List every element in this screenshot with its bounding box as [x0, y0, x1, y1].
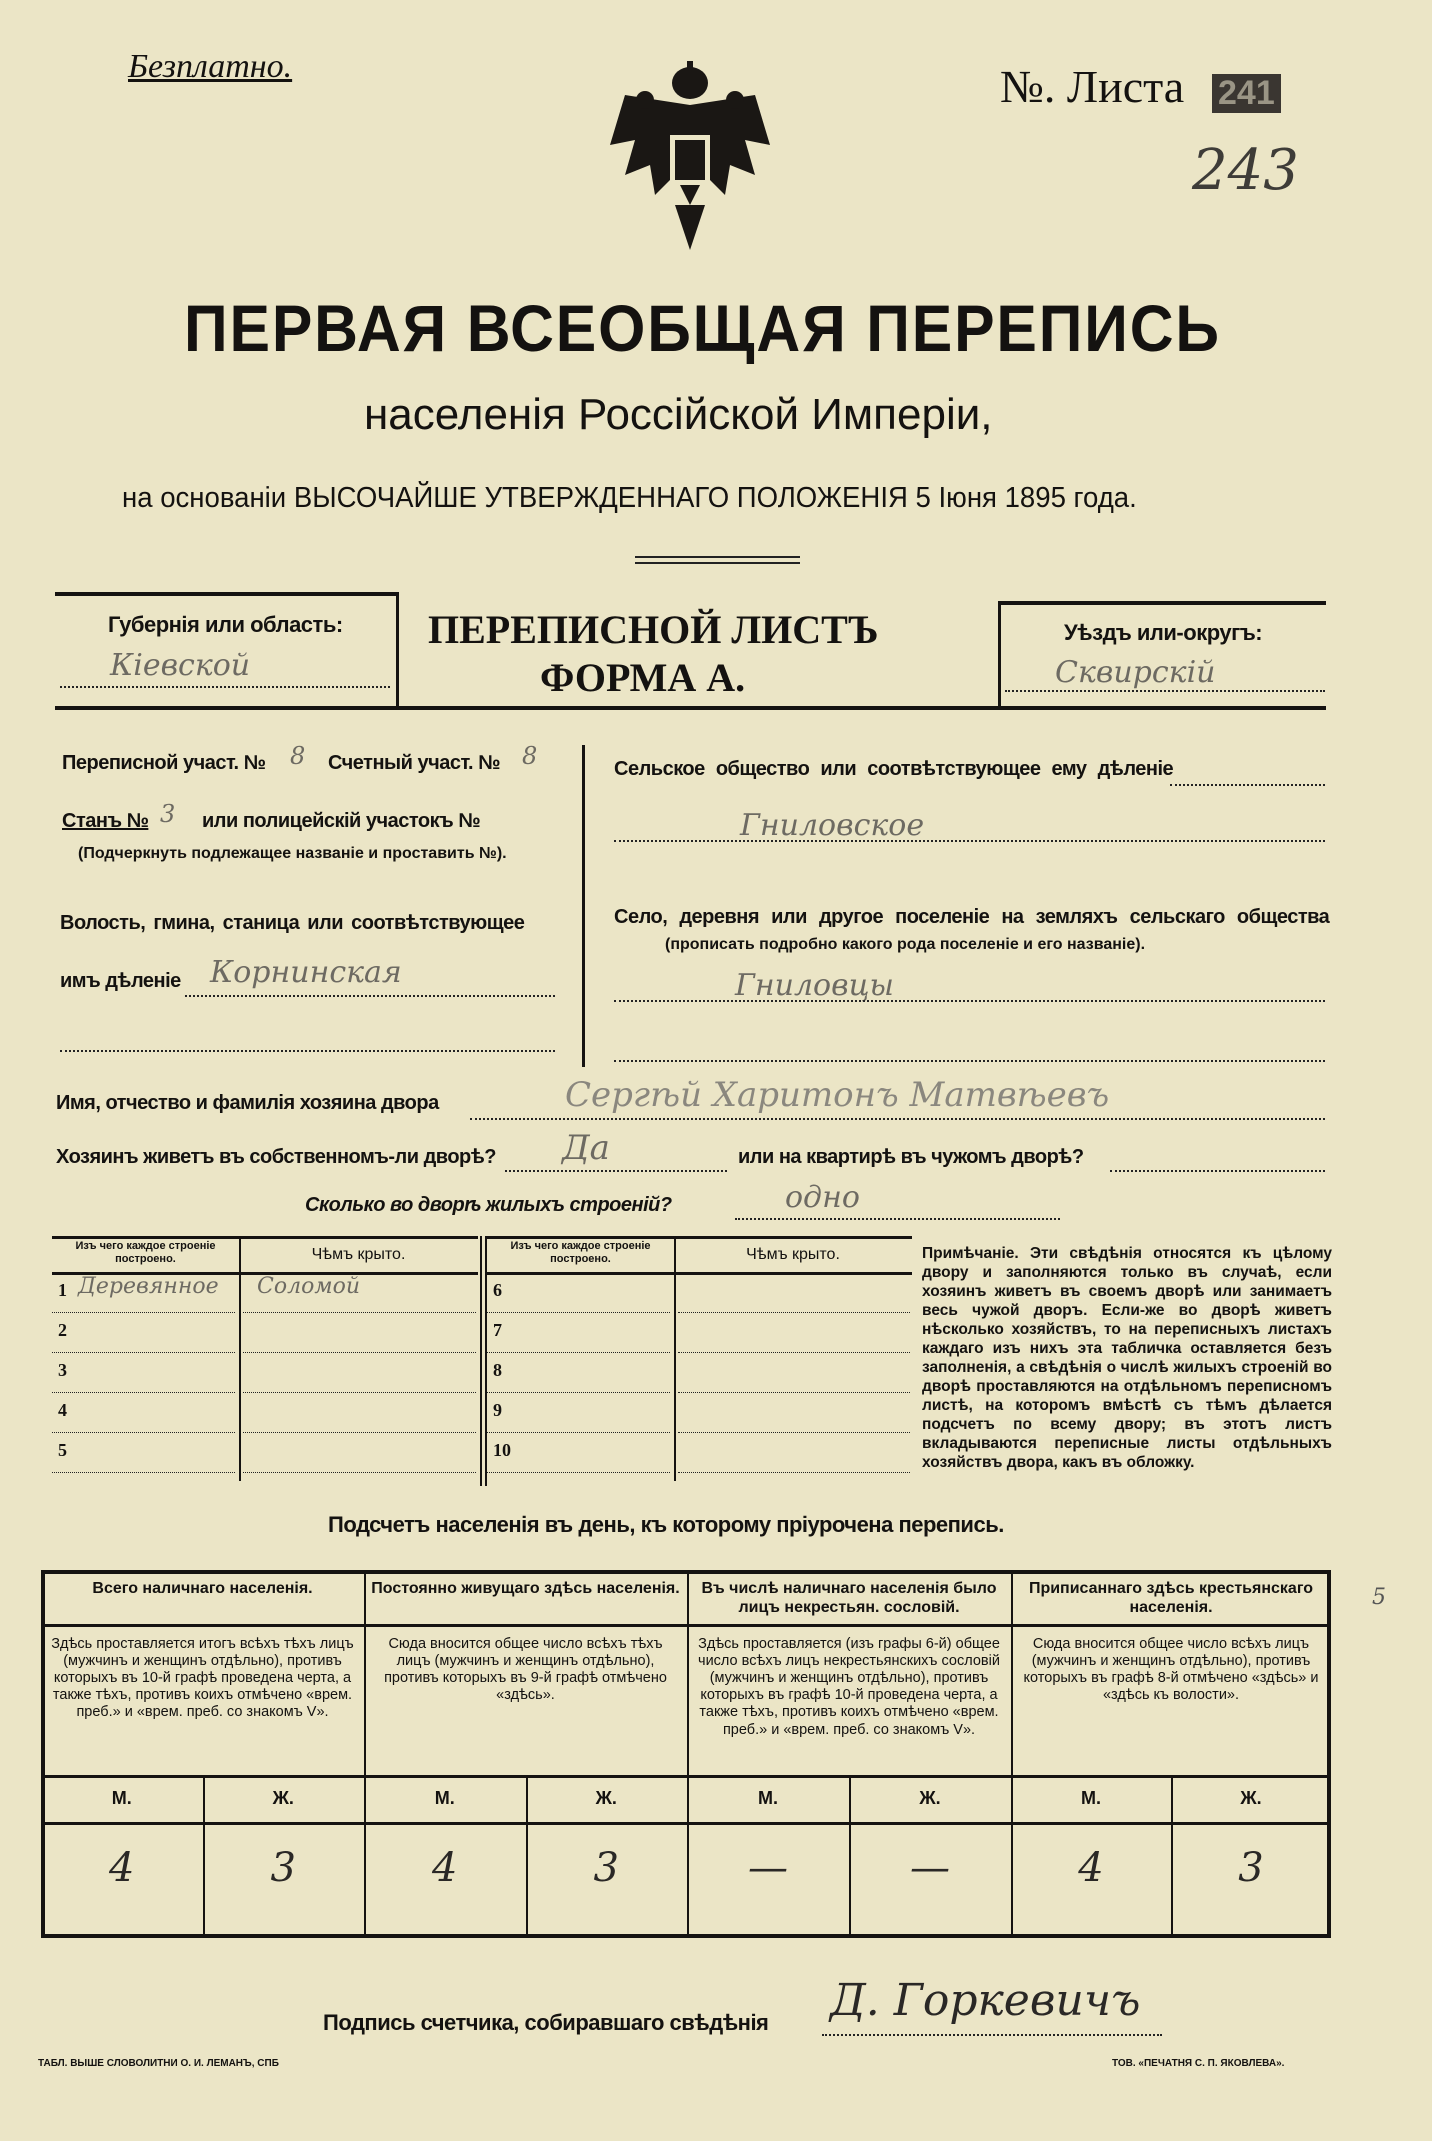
male-count[interactable]: 4 [432, 1845, 458, 1891]
female-label: Ж. [919, 1788, 941, 1808]
row-number: 8 [493, 1360, 502, 1380]
male-count[interactable]: — [748, 1845, 788, 1891]
row-number: 1 [58, 1280, 67, 1300]
column-description: Сюда вносится общее число всѣхъ тѣхъ лицъ (мужчинъ и женщинъ отдѣльно), противъ которыхъ въ 9-й графѣ отмѣчено «здѣсь». [384, 1636, 667, 1704]
signature-value: Д. Горкевичъ [830, 1975, 1141, 2026]
buildings-value[interactable]: одно [785, 1180, 860, 1215]
gubernia-label: Губернія или область: [108, 612, 343, 637]
gubernia-line [60, 686, 390, 688]
stan-value[interactable]: 3 [160, 800, 176, 828]
row-line [678, 1432, 910, 1433]
volost-line-2 [60, 1050, 555, 1052]
rule [487, 1272, 912, 1275]
female-count[interactable]: 3 [1238, 1845, 1264, 1891]
volost-label-2: имъ дѣленіе [60, 970, 181, 992]
double-rule [480, 1236, 482, 1486]
row-line [487, 1352, 670, 1353]
column-title: Въ числѣ наличнаго населенія было лицъ некрестьян. сословій. [701, 1580, 997, 1616]
female-label: Ж. [595, 1788, 617, 1808]
row-line [487, 1432, 670, 1433]
owner-name-label: Имя, отчество и фамилія хозяина двора [56, 1092, 439, 1114]
volost-value[interactable]: Корнинская [210, 955, 402, 990]
row-number: 4 [58, 1400, 67, 1420]
owner-name-value[interactable]: Сергѣй Харитонъ Матвѣевъ [565, 1075, 1110, 1115]
ornament-divider [635, 556, 800, 564]
male-label: М. [1081, 1788, 1101, 1808]
census-district-value[interactable]: 8 [290, 742, 306, 770]
volost-line [185, 995, 555, 997]
row-line [52, 1472, 235, 1473]
note-text: Примѣчаніе. Эти свѣдѣнія относятся къ цѣлому двору и заполняются только въ случаѣ, если хозяинъ живетъ въ своемъ дворѣ или занимаетъ весь чужой дворъ. Если-же во дворѣ живетъ нѣсколько хозяйствъ, то на переписныхъ листахъ каждаго изъ нихъ эта табличка оставляется безъ заполненія, а свѣдѣнія о числѣ жилыхъ строеній во дворѣ проставляются на отдѣльномъ переписномъ листѣ, на которомъ вмѣстѣ съ тѣмъ дѣлается подсчетъ по всему двору; въ этотъ листъ вкладываются переписные листы отдѣльныхъ хозяйствъ двора, какъ въ обложку. [922, 1245, 1332, 1471]
volost-label: Волость, гмина, станица или соотвѣтствующее [60, 912, 525, 934]
row-line [678, 1472, 910, 1473]
row-line [678, 1392, 910, 1393]
row-number: 6 [493, 1280, 502, 1300]
buildings-line [735, 1218, 1060, 1220]
female-count[interactable]: 3 [593, 1845, 619, 1891]
village-label: Село, деревня или другое поселеніе на земляхъ сельскаго общества [614, 906, 1330, 928]
village-note: (прописать подробно какого рода поселеніе и его названіе). [665, 936, 1146, 953]
rule [674, 1236, 676, 1481]
column-title: Приписаннаго здѣсь крестьянскаго населенія. [1028, 1580, 1314, 1616]
male-count[interactable]: 4 [109, 1845, 135, 1891]
row-line [243, 1392, 476, 1393]
male-label: М. [111, 1788, 132, 1808]
column-title: Постоянно живущаго здѣсь населенія. [371, 1580, 680, 1597]
row-line [52, 1352, 235, 1353]
female-label: Ж. [272, 1788, 294, 1808]
row-line [487, 1472, 670, 1473]
margin-mark: 5 [1372, 1585, 1386, 1610]
form-title: ПЕРЕПИСНОЙ ЛИСТЪ [428, 607, 879, 652]
row-number: 5 [58, 1440, 67, 1460]
legal-basis: на основаніи ВЫСОЧАЙШЕ УТВЕРЖДЕННАГО ПОЛОЖЕНІЯ 5 Іюня 1895 года. [122, 482, 1137, 514]
roof-value[interactable]: Соломой [257, 1274, 360, 1299]
sheet-number-label: №. Листа [1000, 61, 1185, 112]
page-subtitle: населенія Россійской Имперіи, [364, 390, 993, 439]
footer-left: ТАБЛ. ВЫШЕ СЛОВОЛИТНИ О. И. ЛЕМАНЪ, СПБ [38, 2058, 279, 2069]
form-subtitle: ФОРМА А. [540, 655, 746, 700]
rented-label: или на квартирѣ въ чужомъ дворѣ? [738, 1146, 1084, 1168]
col-material-header: Изъ чего каждое строеніе построено. [510, 1240, 651, 1265]
rule [52, 1236, 478, 1239]
sheet-number-handwritten: 243 [1192, 138, 1299, 203]
rule [55, 706, 1326, 710]
row-line [243, 1472, 476, 1473]
rule [239, 1236, 241, 1481]
male-label: М. [434, 1788, 455, 1808]
count-district-label: Счетный участ. № [328, 752, 500, 774]
rule [41, 1624, 1331, 1627]
census-district-label: Переписной участ. № [62, 752, 266, 774]
col-roof-header: Чѣмъ крыто. [311, 1246, 406, 1263]
stan-label: Станъ № [62, 810, 149, 832]
material-value[interactable]: Деревянное [78, 1274, 219, 1299]
row-line [487, 1392, 670, 1393]
row-line [678, 1312, 910, 1313]
uezd-label: Уѣздъ или-округъ: [1064, 620, 1263, 645]
row-line [52, 1312, 235, 1313]
row-number: 10 [493, 1440, 511, 1460]
row-line [243, 1352, 476, 1353]
female-count[interactable]: 3 [270, 1845, 296, 1891]
signature-line [822, 2034, 1162, 2036]
imperial-eagle-emblem [605, 55, 775, 255]
female-label: Ж. [1240, 1788, 1262, 1808]
row-line [243, 1312, 476, 1313]
row-line [52, 1432, 235, 1433]
row-line [243, 1432, 476, 1433]
society-label: Сельское общество или соотвѣтствующее ему дѣленіе [614, 758, 1174, 780]
row-number: 7 [493, 1320, 502, 1340]
col-roof-header: Чѣмъ крыто. [746, 1246, 840, 1263]
buildings-label: Сколько во дворѣ жилыхъ строеній? [305, 1194, 672, 1216]
row-line [487, 1312, 670, 1313]
male-count[interactable]: 4 [1078, 1845, 1104, 1891]
society-line [1170, 784, 1325, 786]
rented-line [1110, 1170, 1325, 1172]
female-count[interactable]: — [910, 1845, 950, 1891]
column-description: Сюда вносится общее число всѣхъ лицъ (мужчинъ и женщинъ отдѣльно), противъ которыхъ въ графѣ 8-й отмѣчено «здѣсь» и «здѣсь къ волости». [1023, 1636, 1319, 1704]
gubernia-value[interactable]: Кіевской [110, 648, 251, 683]
rule [55, 592, 398, 596]
rule [1000, 601, 1326, 605]
row-line [678, 1352, 910, 1353]
village-value[interactable]: Гниловцы [735, 968, 894, 1003]
column-description: Здѣсь проставляется (изъ графы 6-й) общее число всѣхъ лицъ некрестьянскихъ сословій (мужчинъ и женщинъ отдѣльно), противъ которыхъ въ графѣ 10-й проведена черта, а также тѣхъ, противъ коихъ отмѣчено «врем. преб.» и «врем. преб. со знакомъ V». [698, 1636, 1000, 1738]
row-line [52, 1392, 235, 1393]
signature-label: Подпись счетчика, собиравшаго свѣдѣнія [323, 2010, 769, 2035]
free-label: Безплатно. [128, 48, 293, 85]
count-title: Подсчетъ населенія въ день, къ которому пріурочена перепись. [328, 1512, 1004, 1537]
police-label: или полицейскій участокъ № [202, 810, 481, 832]
sheet-number-value: 241 [1212, 74, 1281, 113]
rule [396, 592, 399, 710]
column-description: Здѣсь проставляется итогъ всѣхъ тѣхъ лицъ (мужчинъ и женщинъ отдѣльно), противъ которыхъ въ 10-й графѣ проведена черта, а также тѣхъ, противъ коихъ отмѣчено «врем. преб.» и «врем. преб. со знакомъ V». [51, 1636, 354, 1721]
society-value[interactable]: Гниловское [740, 808, 925, 843]
village-line [614, 1000, 1325, 1002]
own-yard-value[interactable]: Да [562, 1128, 610, 1168]
page-title: ПЕРВАЯ ВСЕОБЩАЯ ПЕРЕПИСЬ [184, 291, 1221, 365]
column-title: Всего наличнаго населенія. [92, 1580, 313, 1597]
row-number: 2 [58, 1320, 67, 1340]
owner-name-line [470, 1118, 1325, 1120]
male-label: М. [758, 1788, 778, 1808]
count-district-value[interactable]: 8 [522, 742, 538, 770]
double-rule [485, 1236, 487, 1486]
row-number: 3 [58, 1360, 67, 1380]
footer-right: ТОВ. «ПЕЧАТНЯ С. П. ЯКОВЛЕВА». [1112, 2058, 1285, 2069]
own-yard-line [505, 1170, 727, 1172]
rule [582, 745, 585, 1067]
rule [41, 1822, 1331, 1825]
village-line-2 [614, 1060, 1325, 1062]
rule [41, 1775, 1331, 1778]
row-number: 9 [493, 1400, 502, 1420]
rule [487, 1236, 912, 1239]
uezd-value[interactable]: Сквирскій [1055, 655, 1216, 690]
uezd-line [1005, 690, 1325, 692]
col-material-header: Изъ чего каждое строеніе построено. [75, 1240, 216, 1265]
own-yard-label: Хозяинъ живетъ въ собственномъ-ли дворѣ? [56, 1146, 497, 1168]
society-line-2 [614, 840, 1325, 842]
stan-note: (Подчеркнуть подлежащее названіе и проставить №). [78, 845, 507, 862]
rule [998, 601, 1001, 710]
